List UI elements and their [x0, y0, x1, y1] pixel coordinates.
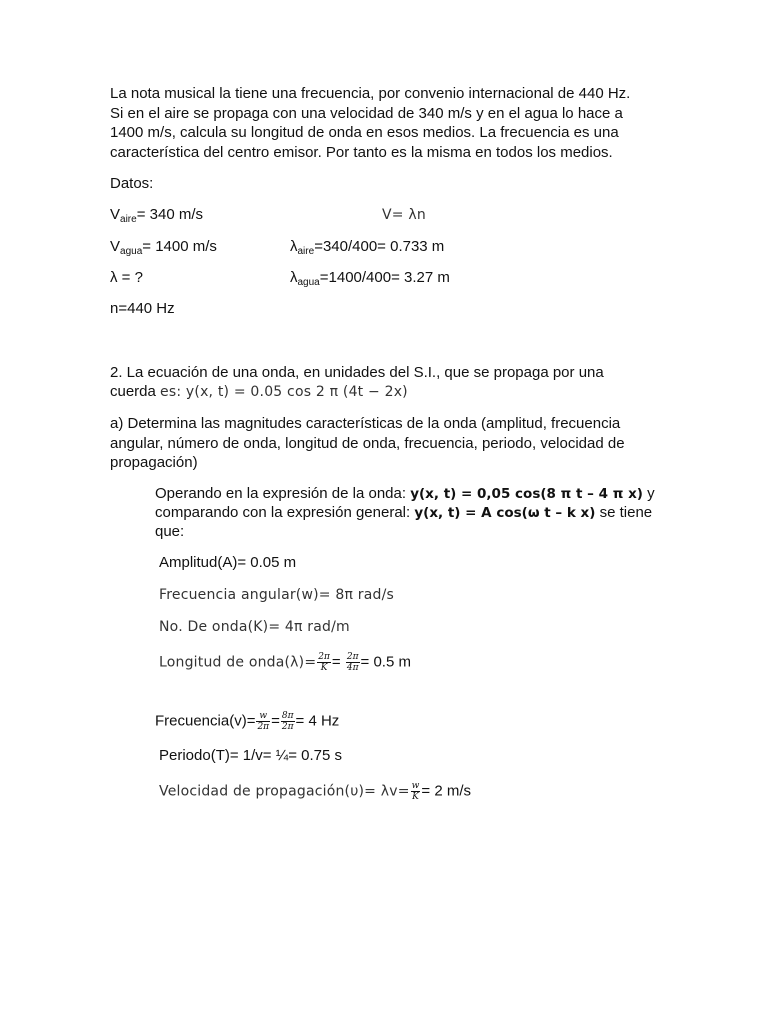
lambda-agua: $\lambda_{agua}=1400/400= 3.27$ m — [290, 269, 450, 288]
amplitud: Amplitud(A)= 0.05 m — [159, 554, 297, 571]
operando-line: Operando en la expresión de la onda: y(x, t) = 0,05 cos(8 π t – 4 π x) y — [155, 485, 655, 502]
part-a-paragraph — [110, 414, 625, 473]
intro-line: 1400 m/s, calcula su longitud de onda en esos medios. La frecuencia es una — [110, 124, 619, 141]
lambda-unknown: λ = ? — [110, 269, 143, 286]
periodo: Periodo(T)= 1/v= ¼= 0.75 s — [159, 747, 343, 764]
fraction: $\frac{w}{K}$ — [411, 781, 420, 802]
intro-line: Si en el aire se propaga con una velocidad de 340 m/s y en el agua lo hace a — [110, 104, 623, 122]
problem2-line2: cuerda es: y(x, t) = 0.05 cos 2 π (4t − 2x) — [110, 383, 408, 400]
fraction: $\frac{8\pi}{2\pi}$ — [281, 711, 294, 732]
wave-formula: V= λn — [382, 207, 426, 223]
fraction: $\frac{2\pi}{K}$ — [318, 652, 330, 673]
intro-line: característica del centro emisor. Por tanto es la misma en todos los medios. — [110, 143, 613, 161]
velocidad-propagacion: Velocidad de propagación(υ)= λv= $\frac{w}{K}$ = 2 m/s — [159, 781, 471, 802]
intro-paragraph — [110, 84, 630, 162]
part-a-line: angular, número de onda, longitud de onda, frecuencia, periodo, velocidad de — [110, 434, 625, 452]
problem2-line1: 2. La ecuación de una onda, en unidades del S.I., que se propaga por una — [110, 364, 604, 381]
frequency-n: n=440 Hz — [110, 300, 175, 317]
longitud-de-onda: Longitud de onda(λ)= $\frac{2\pi}{K}$ = $\frac{2\pi}{4\pi}$ = 0.5 m — [159, 652, 411, 673]
part-a-line: a) Determina las magnitudes características de la onda (amplitud, frecuencia — [110, 415, 621, 432]
que-line: que: — [155, 523, 185, 540]
wave-expression: y(x, t) = 0,05 cos(8 π t – 4 π x) — [410, 486, 643, 502]
wave-equation: es: y(x, t) = 0.05 cos 2 π (4t − 2x) — [160, 384, 408, 400]
comparando-line: comparando con la expresión general: y(x, t) = A cos(ω t – k x) se tiene — [155, 504, 653, 521]
numero-de-onda: No. De onda(K)= 4π rad/m — [159, 619, 350, 635]
general-expression: y(x, t) = A cos(ω t – k x) — [414, 505, 596, 521]
part-a-line: propagación) — [110, 454, 198, 471]
frecuencia: Frecuencia(v)= $\frac{w}{2\pi}$ = $\frac{8\pi}{2\pi}$ = 4 Hz — [155, 711, 340, 732]
fraction: $\frac{w}{2\pi}$ — [257, 711, 270, 732]
intro-line: La nota musical la tiene una frecuencia, por convenio internacional de 440 Hz. — [110, 85, 631, 102]
datos-heading: Datos: — [110, 175, 154, 192]
fraction: $\frac{2\pi}{4\pi}$ — [346, 652, 359, 673]
v-aire: $V_{aire}= 340$ m/s — [110, 206, 203, 225]
lambda-aire: $\lambda_{aire}=340/400= 0.733$ m — [290, 238, 445, 257]
v-agua: $V_{agua}= 1400$ m/s — [110, 238, 217, 257]
frecuencia-angular: Frecuencia angular(w)= 8π rad/s — [159, 587, 394, 603]
